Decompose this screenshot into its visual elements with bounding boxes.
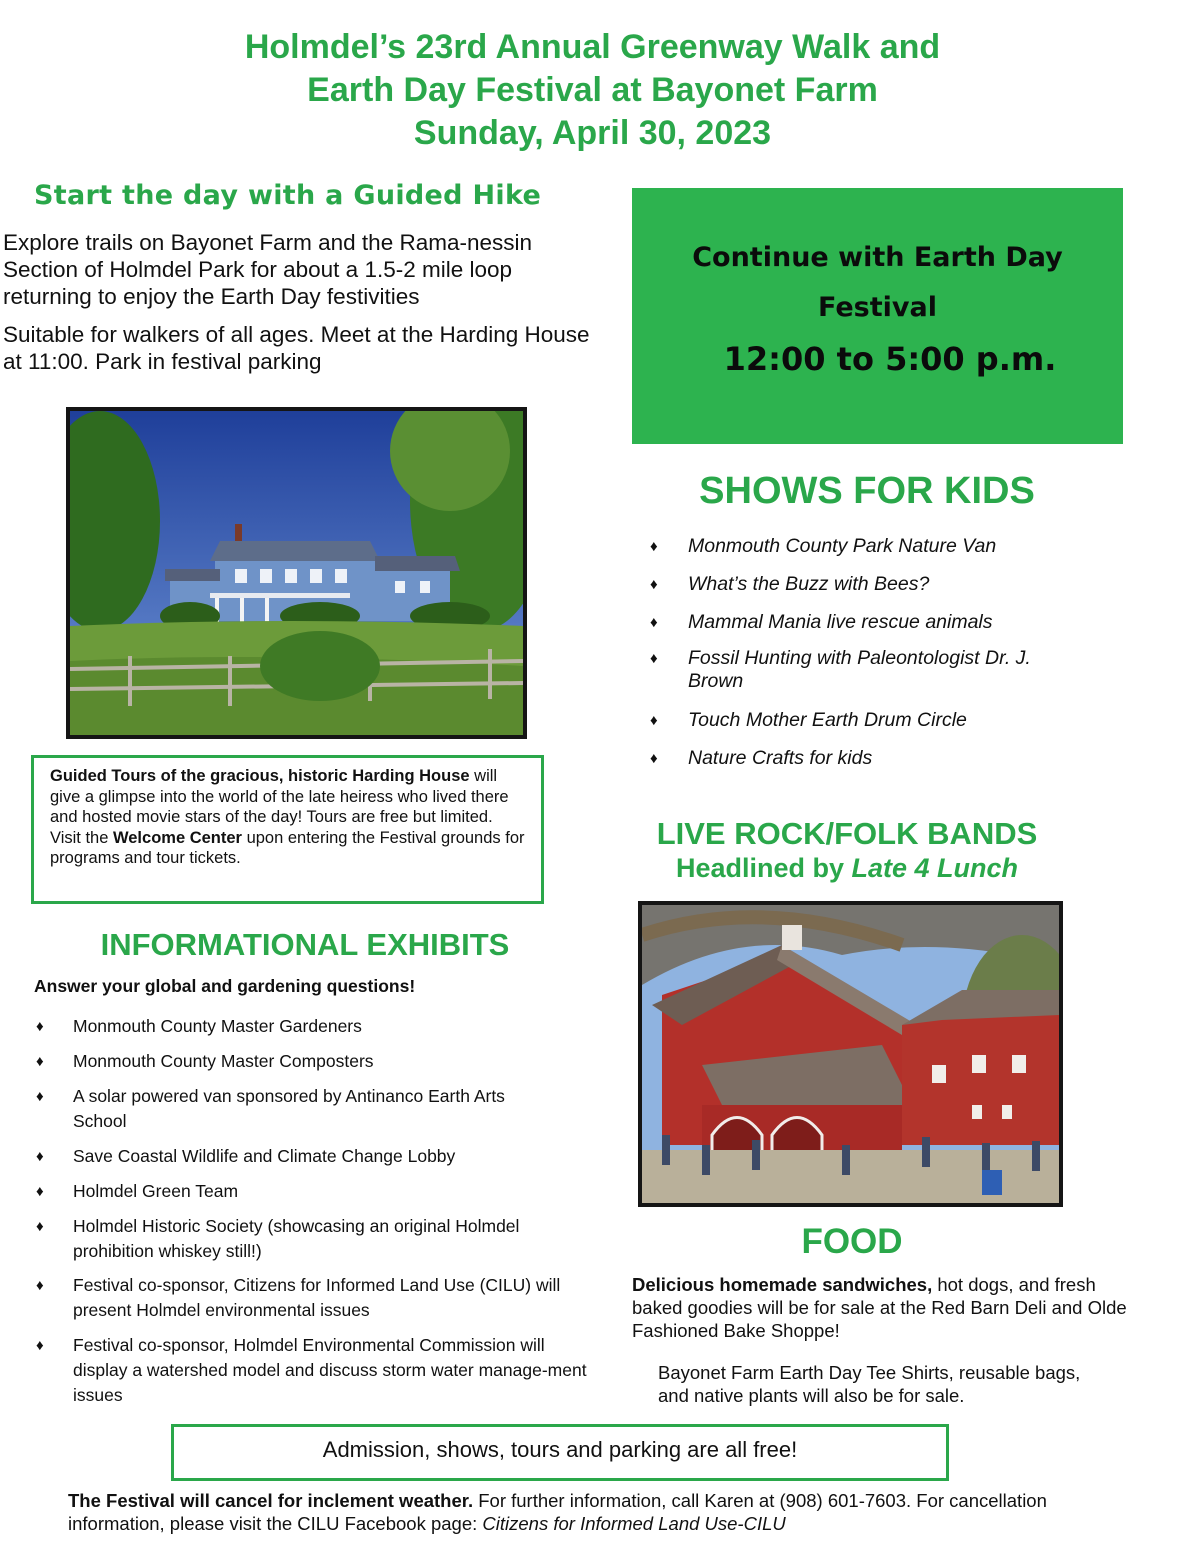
bullet-diamond-icon: ♦: [36, 1018, 44, 1035]
bullet-diamond-icon: ♦: [650, 614, 658, 631]
hike-paragraph-1: Explore trails on Bayonet Farm and the Rama-nessin Section of Holmdel Park for about a 1.5-2 mile loop returning to enjoy the Earth Day festivities: [3, 230, 533, 309]
tours-box: Guided Tours of the gracious, historic Harding House will give a glimpse into the world of the late heiress who lived there and hosted movie stars of the day! Tours are free but limited. Visit the Welcome Center upon entering the Festival grounds for programs and tour tickets.: [31, 755, 544, 904]
facebook-page-name: Citizens for Informed Land Use-CILU: [482, 1513, 786, 1534]
bullet-diamond-icon: ♦: [650, 712, 658, 729]
bullet-diamond-icon: ♦: [650, 538, 658, 555]
festival-box-line-1: Continue with Earth Day: [692, 242, 1063, 273]
bullet-diamond-icon: ♦: [36, 1337, 44, 1354]
bands-heading: LIVE ROCK/FOLK BANDS: [656, 816, 1038, 851]
barn-photo: [638, 901, 1063, 1207]
bullet-diamond-icon: ♦: [36, 1218, 44, 1235]
title-line-3: Sunday, April 30, 2023: [413, 114, 772, 152]
bullet-diamond-icon: ♦: [650, 650, 658, 667]
tours-bold-1: Guided Tours of the gracious, historic Harding House: [50, 767, 470, 785]
bands-subheading: Headlined by Late 4 Lunch: [675, 853, 1019, 883]
exhibits-heading: INFORMATIONAL EXHIBITS: [100, 927, 510, 962]
admission-box: Admission, shows, tours and parking are all free!: [171, 1424, 949, 1481]
house-photo: [66, 407, 527, 739]
title-line-2: Earth Day Festival at Bayonet Farm: [307, 71, 878, 109]
hike-heading: Start the day with a Guided Hike: [34, 180, 542, 211]
band-name: Late 4 Lunch: [851, 853, 1019, 883]
bullet-diamond-icon: ♦: [36, 1277, 44, 1294]
kids-heading: SHOWS FOR KIDS: [699, 470, 1035, 512]
title-line-1: Holmdel’s 23rd Annual Greenway Walk and: [244, 28, 941, 66]
bullet-diamond-icon: ♦: [650, 576, 658, 593]
bullet-diamond-icon: ♦: [36, 1148, 44, 1165]
footer-note: The Festival will cancel for inclement weather. For further information, call Karen at (908) 601-7603. For cancellation information, please visit the CILU Facebook page: Citizens for Informed Land Use-CILU: [68, 1490, 1047, 1534]
festival-box-time: 12:00 to 5:00 p.m.: [723, 340, 1057, 378]
tours-bold-2: Welcome Center: [112, 828, 242, 847]
bullet-diamond-icon: ♦: [36, 1088, 44, 1105]
exhibits-subheading: Answer your global and gardening questions!: [34, 976, 416, 996]
bullet-diamond-icon: ♦: [36, 1053, 44, 1070]
hike-paragraph-2: Suitable for walkers of all ages. Meet at the Harding House at 11:00. Park in festival parking: [3, 322, 590, 374]
bullet-diamond-icon: ♦: [36, 1183, 44, 1200]
food-paragraph-1: Delicious homemade sandwiches, hot dogs, and fresh baked goodies will be for sale at the Red Barn Deli and Olde Fashioned Bake Shoppe!: [632, 1274, 1127, 1341]
bullet-diamond-icon: ♦: [650, 750, 658, 767]
festival-box-line-2: Festival: [818, 292, 937, 323]
food-paragraph-2: Bayonet Farm Earth Day Tee Shirts, reusable bags, and native plants will also be for sale.: [658, 1362, 1081, 1406]
page-title: [0, 26, 1185, 155]
food-heading: FOOD: [801, 1222, 903, 1261]
festival-time-box: [632, 188, 1123, 444]
